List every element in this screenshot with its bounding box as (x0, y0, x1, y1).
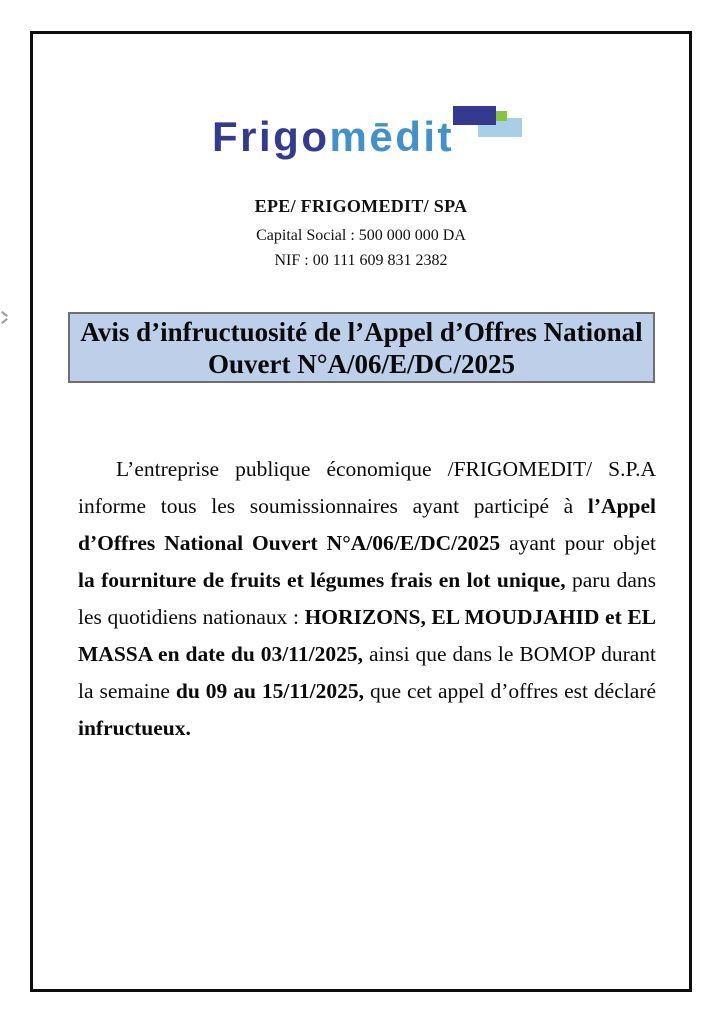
body-run-bold: la fourniture de fruits et légumes frais en lot unique, (78, 567, 572, 592)
body-run: ainsi que dans le BOMOP durant la semaine (78, 641, 656, 703)
logo-wordmark (212, 113, 454, 160)
body-run: ayant pour objet (509, 530, 656, 555)
company-logo (210, 96, 528, 164)
body-run-bold: l’Appel d’Offres National Ouvert N°A/06/E/DC/2025 (78, 493, 656, 555)
body-run: paru dans les quotidiens nationaux : (78, 567, 656, 629)
logo-square-darkblue (453, 106, 496, 125)
scan-artifact (0, 310, 8, 326)
notice-title-line2: Ouvert N°A/06/E/DC/2025 (207, 349, 516, 379)
body-run-bold: infructueux. (78, 715, 191, 740)
body-run: L’entreprise publique économique /FRIGOMEDIT/ S.P.A informe tous les soumissionnaires ayant participé à (78, 456, 656, 518)
body-run-bold: du 09 au 15/11/2025, (175, 678, 370, 703)
company-name: EPE/ FRIGOMEDIT/ SPA (254, 196, 468, 216)
logo-text-medit: mēdit (329, 113, 454, 160)
notice-title-line1: Avis d’infructuosité de l’Appel d’Offres National (80, 317, 643, 347)
company-nif: NIF : 00 111 609 831 2382 (274, 252, 448, 269)
body-run-bold: HORIZONS, EL MOUDJAHID et EL MASSA en date du 03/11/2025, (78, 604, 657, 666)
company-capital: Capital Social : 500 000 000 DA (256, 227, 466, 244)
body-run: que cet appel d’offres est déclaré (369, 678, 656, 703)
notice-body-paragraph (78, 451, 656, 747)
logo-text-frigo: Frigo (212, 113, 330, 160)
notice-title-box (68, 312, 655, 383)
